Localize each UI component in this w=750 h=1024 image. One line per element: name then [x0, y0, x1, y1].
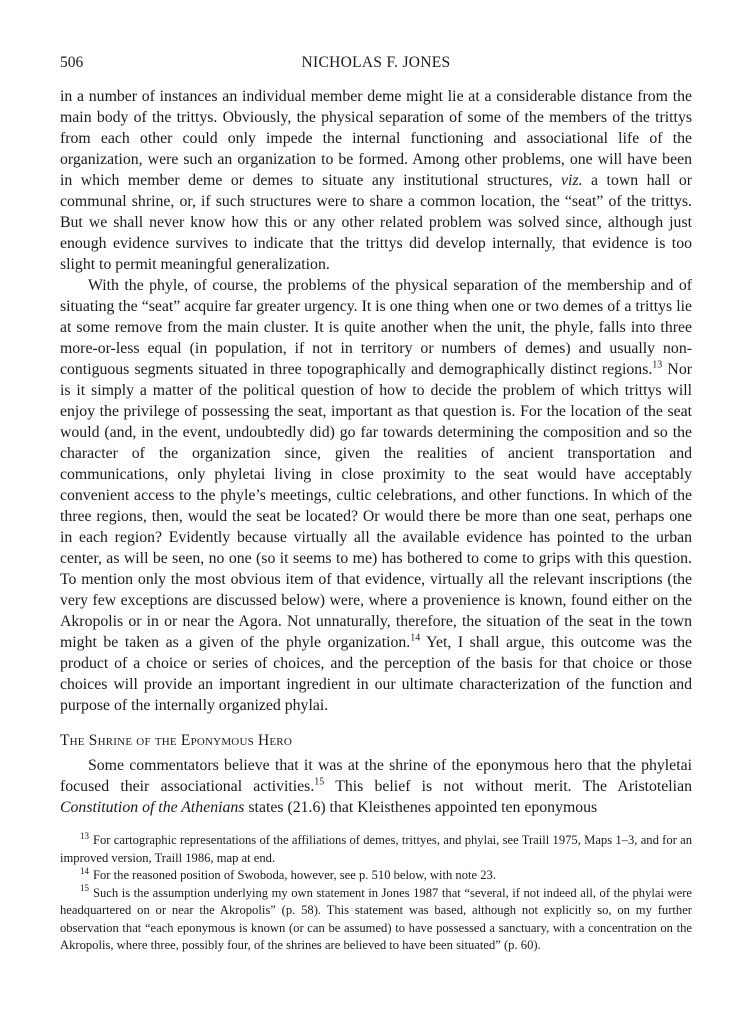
running-header [60, 50, 692, 76]
paragraph-2-text-a: With the phyle, of course, the problems of the physical separation of the membership and of situating the “seat” acquire far greater urgency. It is one thing when one or two demes of a trittys lie at some remove from the main cluster. It is quite another when the unit, the phyle, falls into three more-or-less equal (in population, if not in territory or numbers of demes) and usually non-contiguous segments situated in three topographically and demographically distinct regions. [60, 277, 692, 378]
footnote-14 [60, 867, 692, 885]
main-text [60, 86, 692, 818]
footnotes [60, 832, 692, 955]
paragraph-3-text-b: This belief is not without merit. The Aristotelian [324, 778, 692, 795]
footnote-13-number: 13 [80, 830, 89, 841]
paragraph-1-text-a: in a number of instances an individual member deme might lie at a considerable distance from the main body of the trittys. Obviously, the physical separation of some of the members of the trittys from each other could only impede the internal functioning and associational life of the organization, were such an organization to be formed. Among other problems, one will have been in which member deme or demes to situate any institutional structures, [60, 88, 692, 189]
paragraph-1 [60, 86, 692, 275]
paragraph-1-text-b: a town hall or communal shrine, or, if such structures were to share a common location, the “seat” of the trittys. But we shall never know how this or any other related problem was solved since, although just enough evidence survives to indicate that the trittys did develop internally, that evidence is too slight to permit meaningful generalization. [60, 172, 692, 273]
running-head: NICHOLAS F. JONES [301, 54, 451, 71]
footnote-ref-13[interactable]: 13 [652, 359, 663, 371]
paragraph-2-text-b: Nor is it simply a matter of the political question of how to decide the problem of which trittys will enjoy the privilege of possessing the seat, important as that question is. For the location of the seat would (and, in the event, undoubtedly did) go far towards determining the composition and so the character of the organization since, given the realities of ancient transportation and communications, only phyletai living in close proximity to the seat would have acceptably convenient access to the phyle’s meetings, cultic celebrations, and other functions. In which of the three regions, then, would the seat be located? Or would there be more than one seat, perhaps one in each region? Evidently because virtually all the available evidence has pointed to the urban center, as will be seen, no one (so it seems to me) has bothered to come to grips with this question. To mention only the most obvious item of that evidence, virtually all the relevant inscriptions (the very few exceptions are discussed below) were, where a provenience is known, found either on the Akropolis or in or near the Agora. Not unnaturally, therefore, the situation of the seat in the town might be taken as a given of the phyle organization. [60, 361, 692, 651]
footnote-14-text: For the reasoned position of Swoboda, however, see p. 510 below, with note 23. [93, 868, 497, 882]
footnote-13-text: For cartographic representations of the affiliations of demes, trittyes, and phylai, see Traill 1975, Maps 1–3, and for an improved version, Traill 1986, map at end. [60, 833, 692, 865]
footnote-ref-15[interactable]: 15 [314, 776, 325, 788]
paragraph-3-text-c: states (21.6) that Kleisthenes appointed ten eponymous [244, 799, 598, 816]
footnote-15-text: Such is the assumption underlying my own statement in Jones 1987 that “several, if not indeed all, of the phylai were headquartered on or near the Akropolis” (p. 58). This statement was based, although not explicitly so, on my further observation that “each eponymous is known (or can be assumed) to have possessed a sanctuary, with a concentration on the Akropolis, where three, possibly four, of the shrines are believed to have been situated” (p. 60). [60, 885, 692, 952]
footnote-14-number: 14 [80, 865, 89, 876]
paragraph-3-text-a: Some commentators believe that it was at the shrine of the eponymous hero that the phyletai focused their associational activities. [60, 757, 692, 795]
page [60, 50, 692, 955]
paragraph-3 [60, 755, 692, 818]
viz-italic: viz. [561, 172, 583, 189]
footnote-13 [60, 832, 692, 867]
paragraph-2 [60, 275, 692, 716]
work-title-italic: Constitution of the Athenians [60, 799, 245, 816]
paragraph-2-text-c: Yet, I shall argue, this outcome was the product of a choice or series of choices, and the perception of the basis for that choice or those choices will provide an important ingredient in our ultimate characterization of the function and purpose of the internally organized phylai. [60, 634, 692, 714]
footnote-15 [60, 885, 692, 955]
page-number: 506 [60, 54, 84, 71]
section-heading: The Shrine of the Eponymous Hero [60, 732, 292, 749]
footnote-15-number: 15 [80, 883, 89, 894]
footnote-ref-14[interactable]: 14 [410, 632, 421, 644]
